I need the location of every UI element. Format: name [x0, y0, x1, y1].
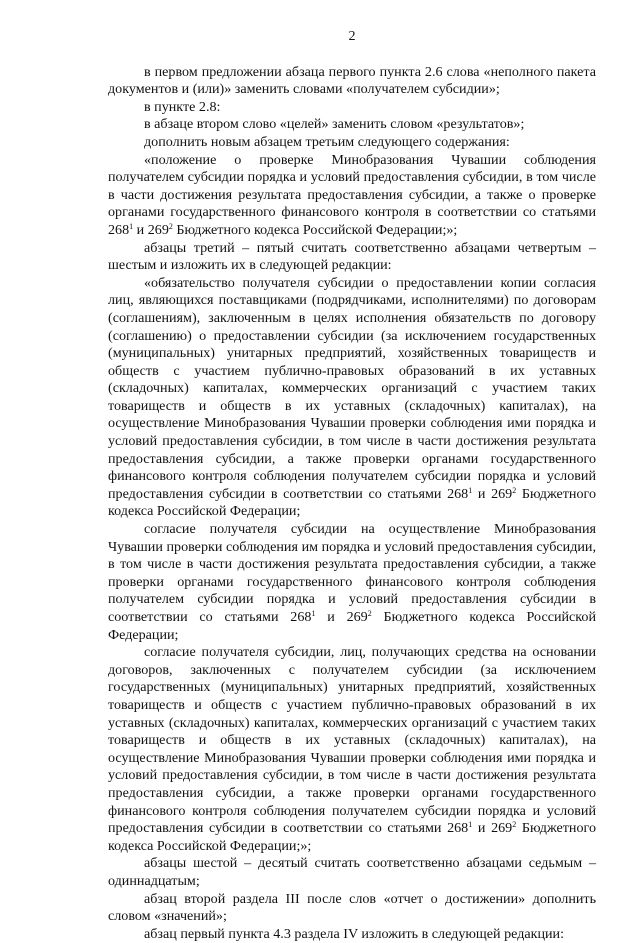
superscript-1: 1	[468, 820, 473, 830]
document-page	[108, 28, 596, 943]
paragraph-6: абзацы третий – пятый считать соответственно абзацами четвертым – шестым и изложить их в следующей редакции:	[108, 239, 596, 274]
paragraph-8-text-b: и 269	[315, 609, 368, 625]
paragraph-7-text-a: «обязательство получателя субсидии о предоставлении копии согласия лиц, являющихся поставщиками (подрядчиками, исполнителями) по договорам (соглашениям), заключенным в целях исполнения обязательств по договору (соглашению) о предоставлении субсидии (за исключением государственных (муниципальных) унитарных предприятий, хозяйственных товариществ и обществ с участием публично-правовых образований в их уставных (складочных) капиталах, коммерческих организаций с участием таких товариществ и обществ в их уставных (складочных) капиталах), на осуществление Минобразования Чувашии проверки соблюдения ими порядка и условий предоставления субсидии, в том числе в части достижения результата предоставления субсидии, а также проверки органами государственного финансового контроля соблюдения получателем субсидии порядка и условий предоставления субсидии в соответствии со статьями 268	[108, 274, 596, 502]
paragraph-7	[108, 275, 596, 521]
superscript-2: 2	[512, 485, 517, 495]
paragraph-8-text-c: Бюджетного кодекса Российской Федерации;	[108, 609, 597, 643]
superscript-1: 1	[468, 485, 473, 495]
superscript-2: 2	[168, 221, 173, 231]
paragraph-11: абзац второй раздела III после слов «отчет о достижении» дополнить словом «значений»;	[108, 890, 596, 925]
paragraph-10: абзацы шестой – десятый считать соответственно абзацами седьмым – одиннадцатым;	[108, 855, 596, 889]
paragraph-5-text-a: «положение о проверке Минобразования Чувашии соблюдения получателем субсидии порядка и условий предоставления субсидии, в том числе в части достижения результата предоставления субсидии, а также о проверке органами государственного финансового контроля в соответствии со статьями 268	[108, 151, 596, 238]
paragraph-12: абзац первый пункта 4.3 раздела IV изложить в следующей редакции:	[144, 925, 565, 942]
paragraph-9-text-b: и 269	[472, 820, 513, 837]
paragraph-2: в пункте 2.8:	[144, 98, 221, 115]
paragraph-4: дополнить новым абзацем третьим следующего содержания:	[144, 133, 510, 150]
paragraph-5	[108, 152, 596, 240]
paragraph-9-text-c: Бюджетного кодекса Российской Федерации;»;	[108, 820, 596, 854]
superscript-1: 1	[129, 221, 134, 231]
paragraph-8	[108, 521, 596, 644]
paragraph-5-text-b: и 269	[133, 221, 169, 238]
paragraph-5-text-c: Бюджетного кодекса Российской Федерации;»;	[172, 221, 458, 238]
page-number: 2	[348, 28, 356, 44]
paragraph-1: в первом предложении абзаца первого пункта 2.6 слова «неполного пакета документов и (или)» заменить словами «получателем субсидии»;	[108, 63, 596, 98]
paragraph-7-text-b: и 269	[472, 485, 513, 502]
superscript-2: 2	[367, 609, 372, 618]
superscript-2: 2	[512, 820, 517, 830]
paragraph-3: в абзаце втором слово «целей» заменить словом «результатов»;	[144, 116, 525, 133]
paragraph-8-text-a: согласие получателя субсидии на осуществление Минобразования Чувашии проверки соблюдения им порядка и условий предоставления субсидии, в том числе в части достижения результата предоставления субсидии, а также проверки органами государственного финансового контроля соблюдения получателем субсидии порядка и условий предоставления субсидии в соответствии со статьями 268	[108, 521, 596, 625]
paragraph-9	[108, 644, 596, 855]
paragraph-9-text-a: согласие получателя субсидии, лиц, получающих средства на основании договоров, заключенных с получателем субсидии (за исключением государственных (муниципальных) унитарных предприятий, хозяйственных товариществ и обществ с участием публично-правовых образований в их уставных (складочных) капиталах, коммерческих организаций с участием таких товариществ и обществ в их уставных (складочных) капиталах), на осуществление Минобразования Чувашии проверки соблюдения ими порядка и условий предоставления субсидии, в том числе в части достижения результата предоставления субсидии, а также проверки органами государственного финансового контроля соблюдения получателем субсидии порядка и условий предоставления субсидии в соответствии со статьями 268	[108, 644, 596, 837]
paragraph-7-text-c: Бюджетного кодекса Российской Федерации;	[108, 485, 596, 520]
superscript-1: 1	[311, 609, 316, 618]
